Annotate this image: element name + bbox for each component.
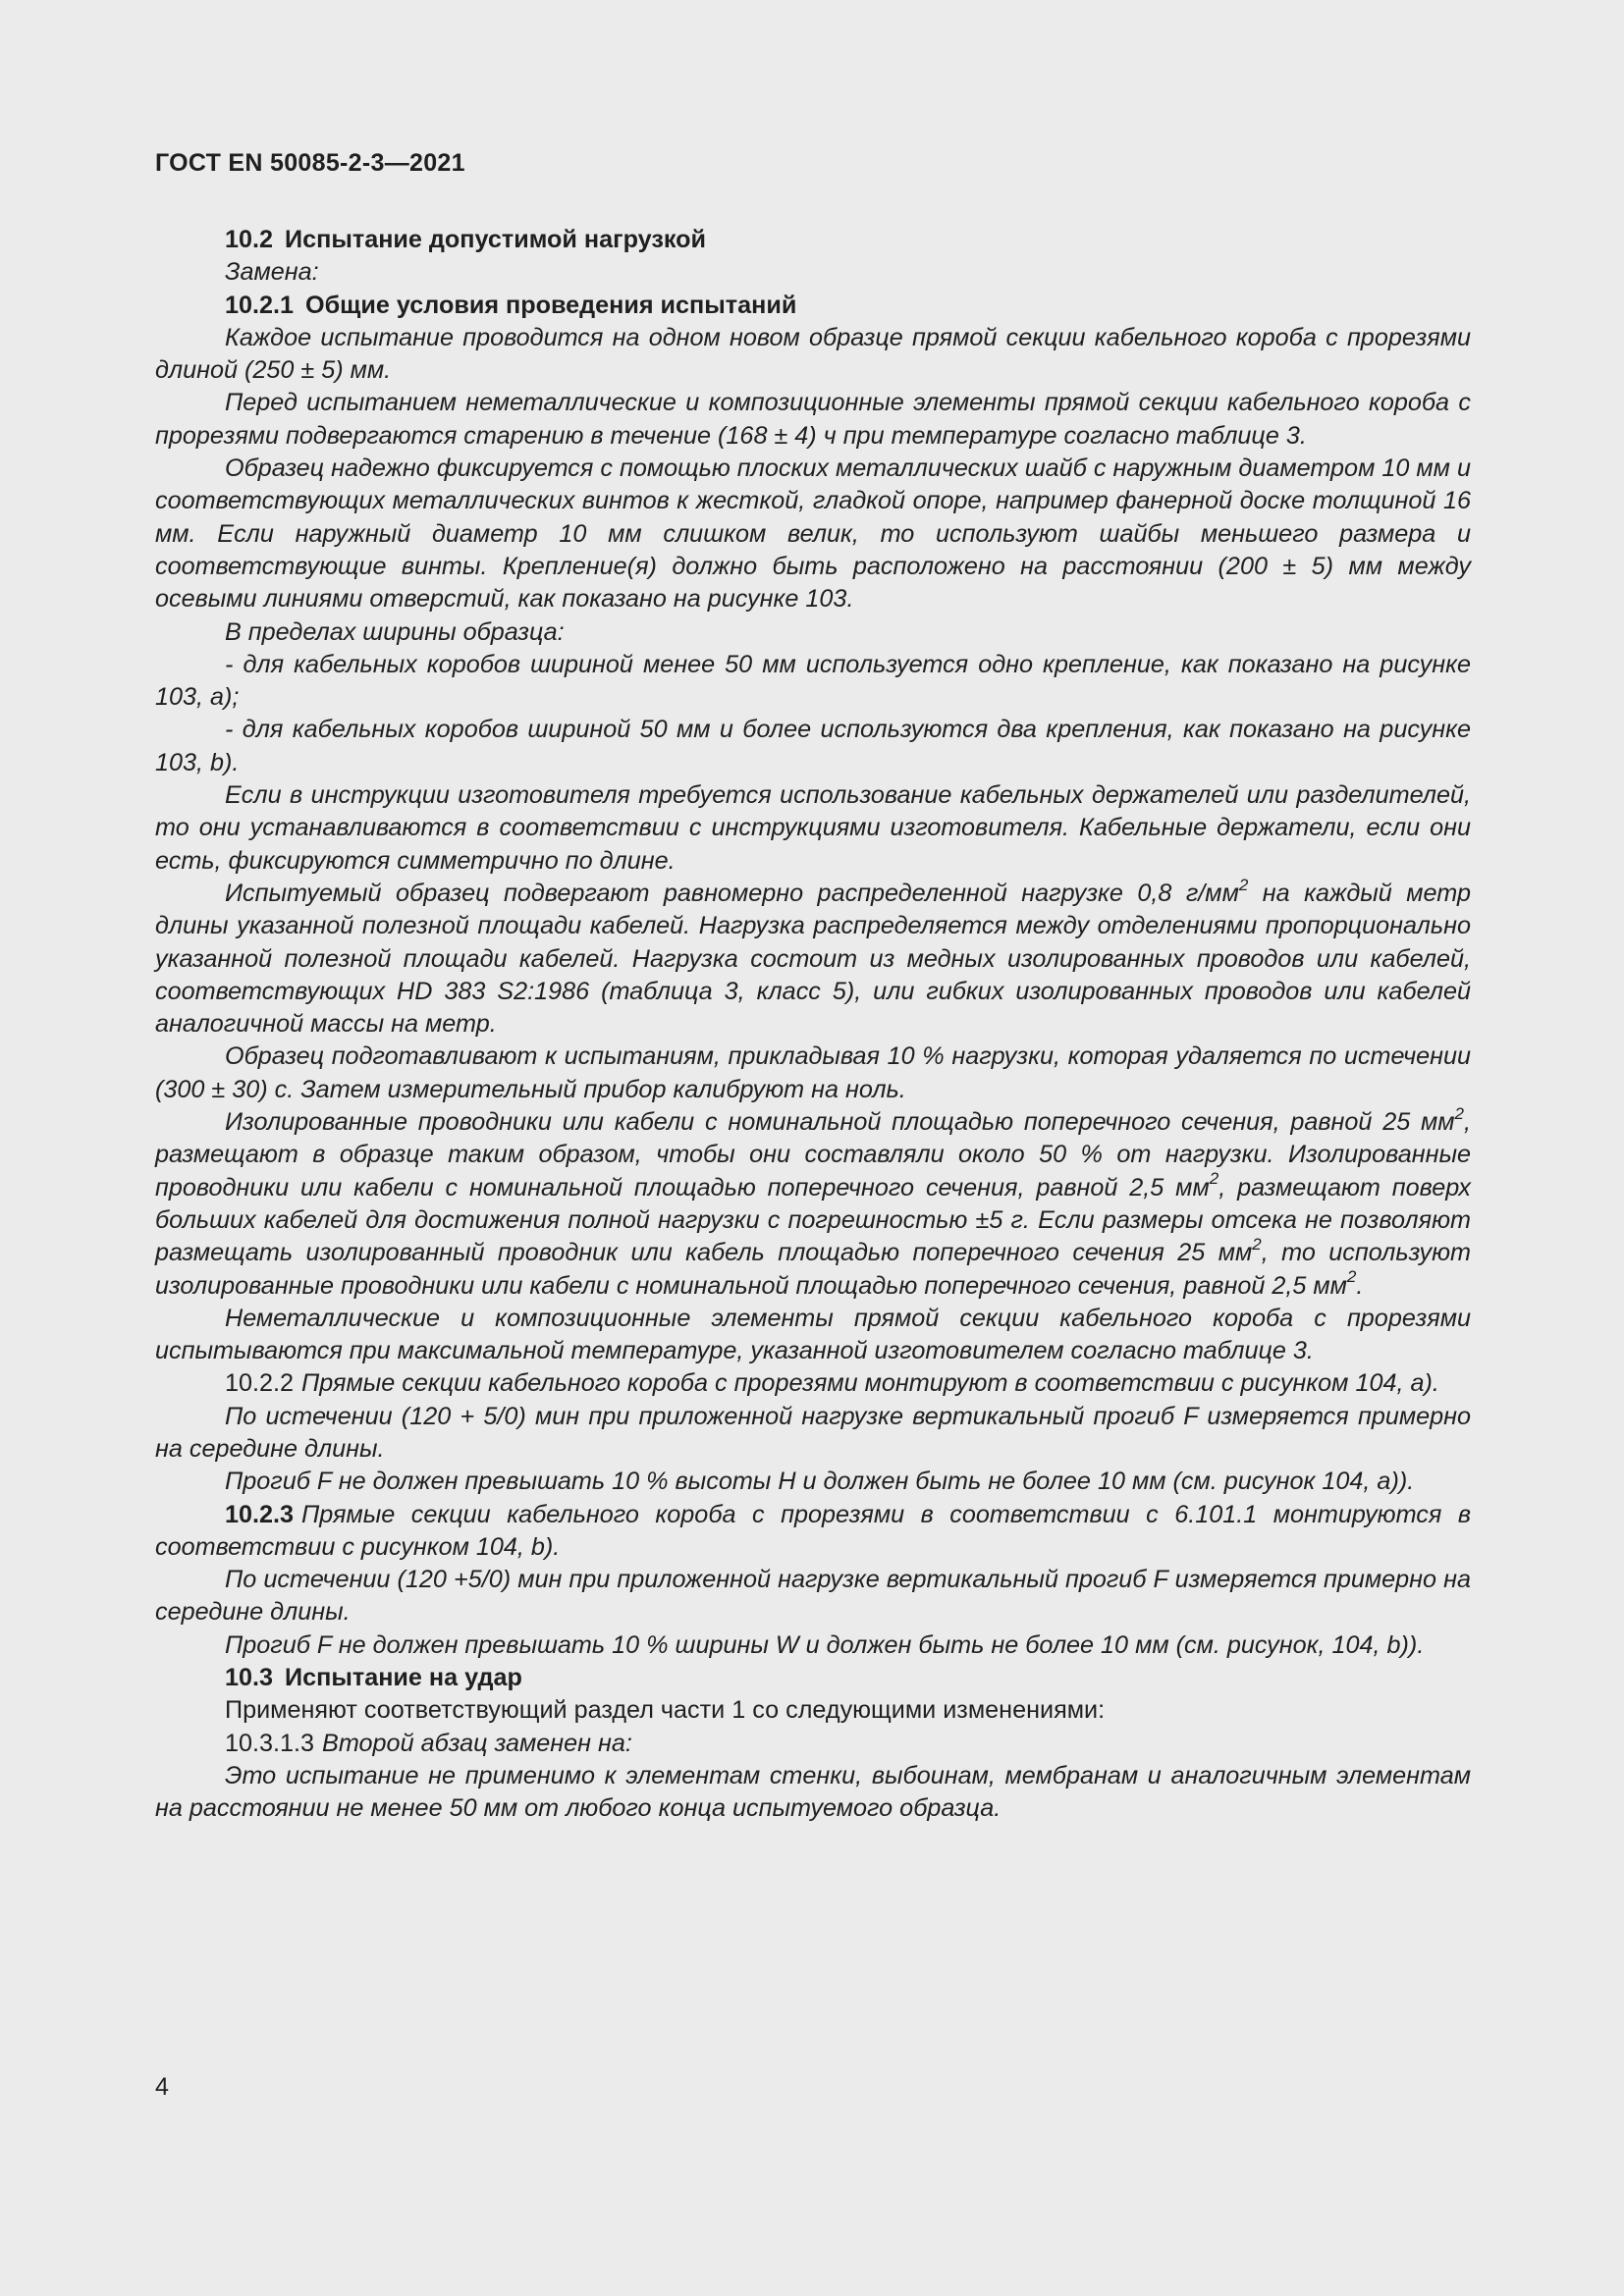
paragraph-10-3-1-3 (155, 1728, 1471, 1760)
superscript: 2 (1346, 1267, 1357, 1287)
paragraph: Если в инструкции изготовителя требуется использование кабельных держателей или разделителей, то они устанавливаются в соответствии с инструкциями изготовителя. Кабельные держатели, если они есть, фиксируются симметрично по длине. (155, 781, 1471, 875)
clause-number: 10.3.1.3 (225, 1729, 315, 1757)
section-title: Общие условия проведения испытаний (305, 291, 797, 319)
page-number: 4 (155, 2073, 169, 2101)
section-10-2-1-heading (225, 290, 1471, 322)
document-body (155, 224, 1471, 1826)
section-title: Испытание на удар (285, 1664, 522, 1692)
superscript: 2 (1238, 875, 1249, 894)
paragraph-intro: Применяют соответствующий раздел части 1 со следующими изменениями: (225, 1696, 1106, 1725)
paragraph: В пределах ширины образца: (225, 617, 565, 646)
clause-number: 10.2.2 (225, 1369, 295, 1398)
paragraph: Прогиб F не должен превышать 10 % высоты H и должен быть не более 10 мм (см. рисунок 104, a)). (225, 1468, 1415, 1496)
list-item: - для кабельных коробов шириной 50 мм и более используются два крепления, как показано на рисунке 103, b). (155, 716, 1471, 776)
text-run: Прямые секции кабельного короба с прорезями монтируют в соответствии с рисунком 104, a). (301, 1369, 1439, 1398)
clause-number: 10.2.3 (225, 1500, 295, 1528)
standard-code-header: ГОСТ EN 50085-2-3—2021 (155, 149, 465, 177)
list-item: - для кабельных коробов шириной менее 50 мм используется одно крепление, как показано на рисунке 103, a); (155, 650, 1471, 712)
section-number: 10.2 (225, 226, 274, 253)
text-run: , то используют изолированные проводники или кабели с номинальной площадью поперечного сечения, равной 2,5 мм (155, 1239, 1471, 1300)
text-run: , размещают в образце таким образом, чтобы они составляли около 50 % от нагрузки. Изолированные проводники или кабели с номинальной площадью поперечного сечения, равной 2,5 мм (155, 1108, 1471, 1201)
section-10-2-heading (225, 224, 1471, 256)
paragraph-10-2-2 (155, 1367, 1471, 1400)
section-number: 10.3 (225, 1664, 274, 1692)
superscript: 2 (1209, 1169, 1219, 1189)
text-run: , размещают поверх больших кабелей для достижения полной нагрузки с погрешностью ±5 г. Если размеры отсека не позволяют размещать изолированный проводник или кабель площадью поперечного сечения 25 мм (155, 1173, 1471, 1267)
superscript: 2 (1454, 1103, 1464, 1123)
paragraph: Образец надежно фиксируется с помощью плоских металлических шайб с наружным диаметром 10 мм и соответствующих металлических винтов к жесткой, гладкой опоре, например фанерной доске толщиной 16 мм. Если наружный диаметр 10 мм слишком велик, то используют шайбы меньшего размера и соответствующие винты. Крепление(я) должно быть расположено на расстоянии (200 ± 5) мм между осевыми линиями отверстий, как показано на рисунке 103. (155, 454, 1471, 614)
paragraph-load (155, 875, 1471, 1041)
section-title: Испытание допустимой нагрузкой (285, 226, 706, 253)
text-run: Испытуемый образец подвергают равномерно распределенной нагрузке 0,8 г/мм (225, 879, 1239, 907)
paragraph: По истечении (120 + 5/0) мин при приложенной нагрузке вертикальный прогиб F измеряется примерно на середине длины. (155, 1402, 1471, 1463)
paragraph: По истечении (120 +5/0) мин при приложенной нагрузке вертикальный прогиб F измеряется примерно на середине длины. (155, 1566, 1471, 1627)
paragraph-10-2-3 (155, 1499, 1471, 1565)
superscript: 2 (1252, 1234, 1262, 1254)
paragraph: Перед испытанием неметаллические и композиционные элементы прямой секции кабельного короба с прорезями подвергаются старению в течение (168 ± 4) ч при температуре согласно таблице 3. (155, 389, 1471, 450)
paragraph: Это испытание не применимо к элементам стенки, выбоинам, мембранам и аналогичным элементам на расстоянии не менее 50 мм от любого конца испытуемого образца. (155, 1761, 1471, 1823)
text-run: Второй абзац заменен на: (322, 1729, 632, 1757)
replacement-note: Замена: (225, 258, 319, 287)
paragraph-conductors (155, 1103, 1471, 1303)
section-10-3-heading (225, 1662, 1471, 1694)
text-run: на каждый метр длины указанной полезной площади кабелей. Нагрузка распределяется между отделениями пропорционально указанной полезной площади кабелей. Нагрузка состоит из медных изолированных проводов или кабелей, соответствующих HD 383 S2:1986 (таблица 3, класс 5), или гибких изолированных проводов или кабелей аналогичной массы на метр. (155, 879, 1471, 1039)
paragraph: Образец подготавливают к испытаниям, прикладывая 10 % нагрузки, которая удаляется по истечении (300 ± 30) с. Затем измерительный прибор калибруют на ноль. (155, 1042, 1471, 1103)
text-run: . (1356, 1271, 1364, 1300)
section-number: 10.2.1 (225, 291, 295, 319)
paragraph: Неметаллические и композиционные элементы прямой секции кабельного короба с прорезями испытываются при максимальной температуре, указанной изготовителем согласно таблице 3. (155, 1304, 1471, 1365)
text-run: Изолированные проводники или кабели с номинальной площадью поперечного сечения, равной 25 мм (225, 1108, 1455, 1137)
paragraph: Прогиб F не должен превышать 10 % ширины W и должен быть не более 10 мм (см. рисунок, 104, b)). (225, 1630, 1425, 1659)
paragraph: Каждое испытание проводится на одном новом образце прямой секции кабельного короба с прорезями длиной (250 ± 5) мм. (155, 323, 1471, 385)
text-run: Прямые секции кабельного короба с прорезями в соответствии с 6.101.1 монтируются в соответствии с рисунком 104, b). (155, 1500, 1471, 1561)
